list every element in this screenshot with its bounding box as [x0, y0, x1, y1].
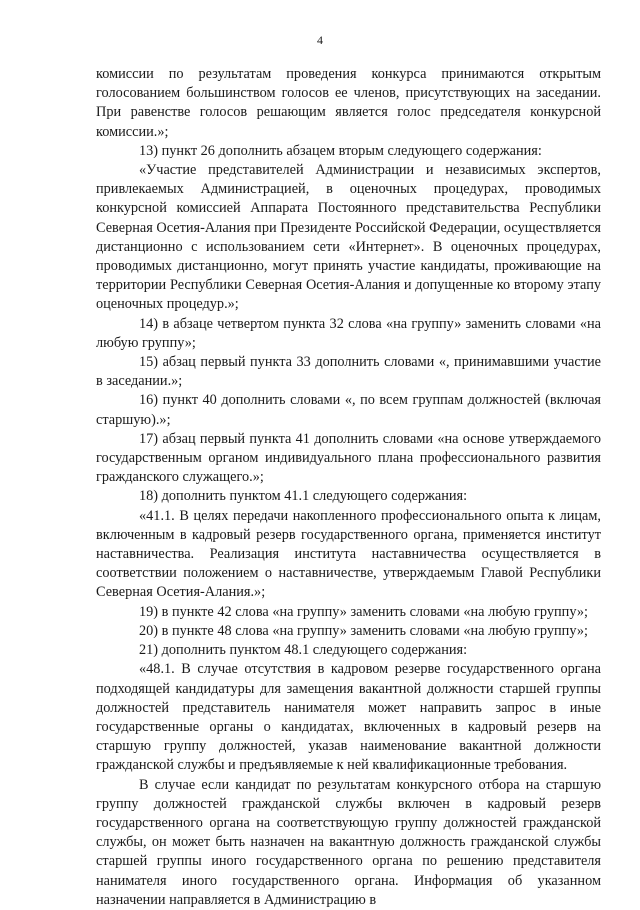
paragraph: 17) абзац первый пункта 41 дополнить словами «на основе утверждаемого государственным органом индивидуального плана профессионального развития гражданского служащего.»; [96, 430, 601, 486]
page-number: 4 [317, 33, 323, 47]
paragraph: В случае если кандидат по результатам конкурсного отбора на старшую группу должностей гражданской службы включен в кадровый резерв государственного органа на соответствующую группу должностей гражданской службы, он может быть назначен на вакантную должность гражданской службы старшей группы иного государственного органа по решению представителя нанимателя иного государственного органа. Информация об указанном назначении направляется в Администрацию в [96, 776, 601, 908]
paragraph: 15) абзац первый пункта 33 дополнить словами «, принимавшими участие в заседании.»; [96, 354, 601, 390]
paragraph: 21) дополнить пунктом 48.1 следующего содержания: [139, 642, 468, 659]
paragraph: «48.1. В случае отсутствия в кадровом резерве государственного органа подходящей кандидатуры для замещения вакантной должности старшей группы должностей представитель нанимателя может направить запрос в иные государственные органы о кандидатах, включенных в кадровый резерв на старшую группу должностей, указав наименование вакантной должности гражданской службы и предъявляемые к ней квалификационные требования. [96, 661, 601, 774]
paragraph: «Участие представителей Администрации и независимых экспертов, привлекаемых Администрацией, в оценочных процедурах, проводимых конкурсной комиссией Аппарата Постоянного представительства Республики Северная Осетия-Алания при Президенте Российской Федерации, осуществляется дистанционно с использованием сети «Интернет». В оценочных процедурах, проводимых дистанционно, могут принять участие кандидаты, проживающие на территории Республики Северная Осетия-Алания и допущенные ко второму этапу оценочных процедур.»; [96, 162, 601, 313]
paragraph: 18) дополнить пунктом 41.1 следующего содержания: [139, 488, 468, 505]
paragraph: 20) в пункте 48 слова «на группу» заменить словами «на любую группу»; [139, 622, 588, 639]
paragraph: 13) пункт 26 дополнить абзацем вторым следующего содержания: [139, 142, 542, 159]
paragraph: 16) пункт 40 дополнить словами «, по всем группам должностей (включая старшую).»; [96, 392, 601, 428]
paragraph: 14) в абзаце четвертом пункта 32 слова «на группу» заменить словами «на любую группу»; [96, 315, 601, 351]
paragraph: 19) в пункте 42 слова «на группу» заменить словами «на любую группу»; [139, 603, 588, 620]
paragraph: «41.1. В целях передачи накопленного профессионального опыта к лицам, включенным в кадровый резерв государственного органа, применяется институт наставничества. Реализация института наставничества осуществляется в соответствии положением о наставничестве, утверждаемым Главой Республики Северная Осетия-Алания.»; [96, 507, 601, 601]
paragraph: комиссии по результатам проведения конкурса принимаются открытым голосованием большинством голосов ее членов, присутствующих на заседании. При равенстве голосов решающим является голос председателя конкурсной комиссии.»; [96, 66, 601, 140]
document-body [96, 65, 601, 910]
